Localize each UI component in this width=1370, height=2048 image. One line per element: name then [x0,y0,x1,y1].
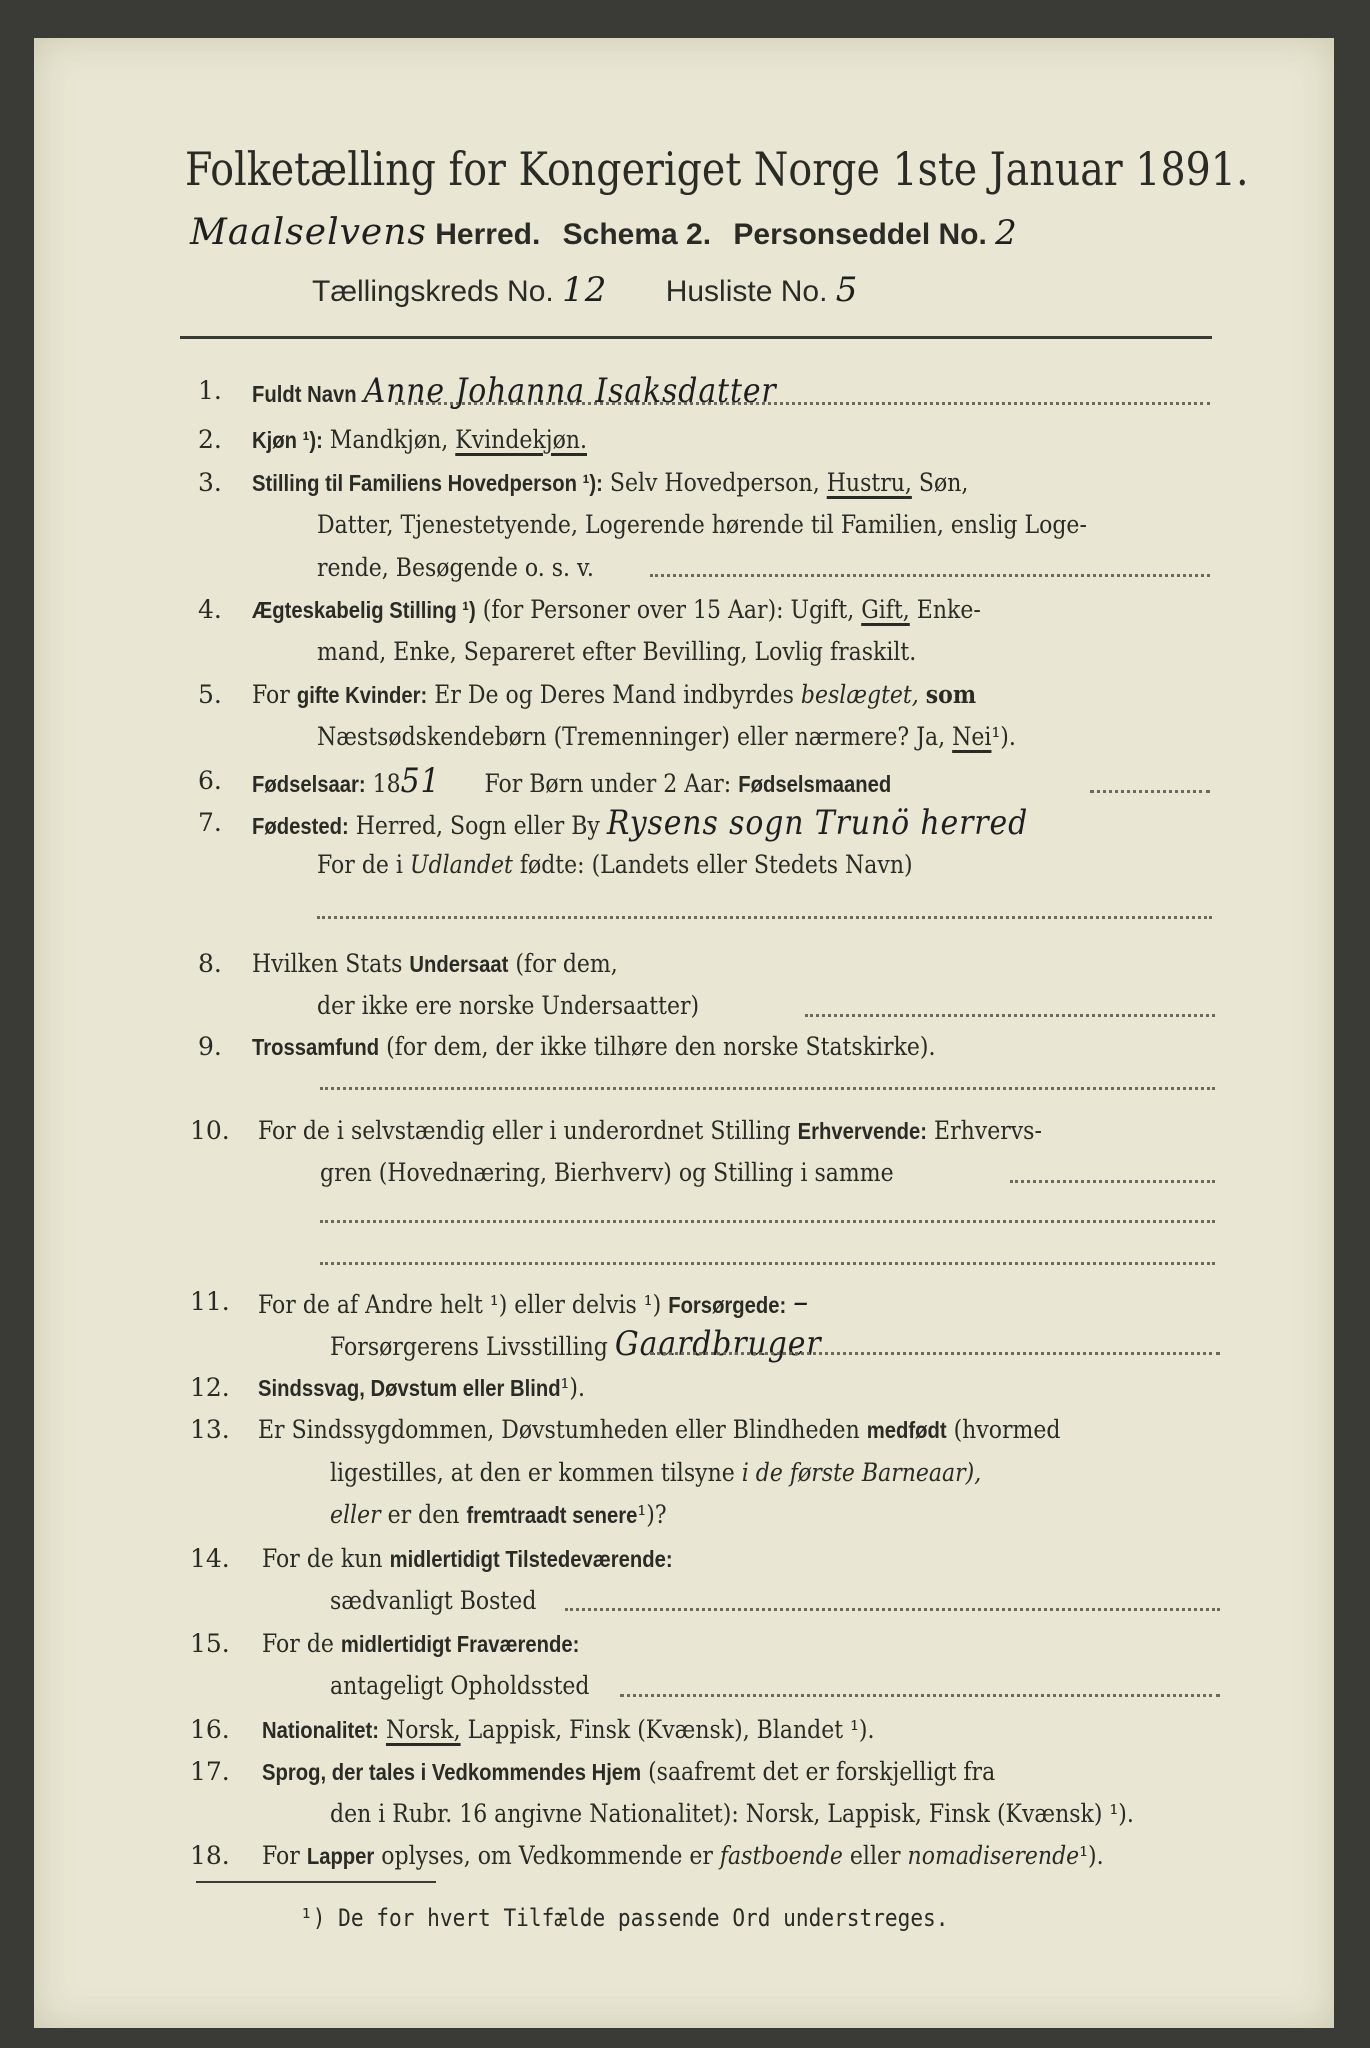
item-17-line2: den i Rubr. 16 angivne Nationalitet): Norsk, Lappisk, Finsk (Kvænsk) ¹). [330,1799,1134,1828]
item-3 [252,468,968,498]
text: ¹). [560,1373,585,1402]
dotted-line [320,1262,1215,1265]
text: Enke- [916,595,981,624]
item-17 [262,1757,995,1787]
husliste-label: Husliste No. [665,275,828,308]
dependent-value: – [793,1282,810,1322]
option-selected: Nei [952,722,992,751]
item-8-line2: der ikke ere norske Undersaatter) [317,991,700,1020]
text: ligestilles, at den er kommen tilsyne [330,1458,735,1487]
text: Herred, Sogn eller By [355,811,600,840]
text: fastboende [719,1841,843,1870]
schema-label: Schema 2. [562,218,712,251]
text: For Børn under 2 Aar: [484,769,732,798]
item-13-line3 [330,1500,667,1530]
dotted-line [565,1608,1220,1611]
item-14-line2: sædvanligt Bosted [330,1586,537,1615]
footnote-rule [196,1881,436,1883]
text: Er Sindssygdommen, Døvstumheden eller Blindheden [258,1415,860,1444]
item-7-line2 [317,850,913,880]
option-selected: Gift, [861,595,910,624]
personseddel-value: 2 [995,213,1018,253]
label: Sprog, der tales i Vedkommendes Hjem [262,1759,642,1785]
item-13-line2 [330,1458,981,1488]
label: Sindssvag, Døvstum eller Blind [258,1375,561,1401]
full-name-value: Anne Johanna Isaksdatter [363,371,777,411]
dotted-line [317,916,1212,919]
label: Fødselsaar: [252,771,366,797]
item-number: 16. [190,1715,230,1744]
option: Søn, [918,468,969,497]
text: Erhvervs- [934,1116,1042,1145]
dotted-line [1010,1180,1215,1183]
herred-line [190,212,1018,253]
option: Selv Hovedperson, [609,468,820,497]
label: fremtraadt senere [466,1502,638,1528]
birth-year-value: 51 [400,761,441,801]
dotted-line [1090,790,1210,793]
text: Næstsødskendebørn (Tremenninger) eller nærmere? Ja, [317,722,946,751]
label: Erhvervende: [797,1118,928,1144]
item-12 [258,1373,585,1403]
dotted-line [650,1352,1220,1355]
item-15 [262,1629,579,1659]
text: Udlandet [409,850,513,879]
label: Stilling til Familiens Hovedperson ¹): [252,470,603,496]
item-8 [252,949,618,979]
text: som [925,680,977,709]
label: Kjøn ¹): [252,427,323,453]
text: beslægtet, [800,680,919,709]
text: Lappisk, Finsk (Kvænsk), Blandet ¹). [467,1715,875,1744]
label: midlertidigt Fraværende: [340,1631,580,1657]
dotted-line [620,1694,1220,1697]
item-2 [252,425,587,455]
text: For [252,680,290,709]
text: 18 [372,769,401,798]
text: ¹). [991,722,1016,751]
kreds-line [312,270,858,310]
text: (for dem, der ikke tilhøre den norske Statskirke). [386,1032,936,1061]
text: i de første Barneaar), [741,1458,982,1487]
text: (for Personer over 15 Aar): Ugift, [482,595,855,624]
label: Forsørgede: [668,1292,787,1318]
item-11 [258,1282,810,1322]
item-number: 1. [198,376,222,405]
item-16 [262,1715,875,1745]
label: Nationalitet: [262,1717,379,1743]
text: For [262,1841,300,1870]
item-number: 14. [190,1544,230,1573]
item-15-line2: antageligt Opholdssted [330,1671,590,1700]
personseddel-label: Personseddel No. [733,218,987,251]
item-number: 8. [198,949,222,978]
option-selected: Hustru, [826,468,912,497]
item-10 [258,1116,1042,1146]
text: er den [387,1500,460,1529]
label: Undersaat [409,951,509,977]
item-3-line2: Datter, Tjenestetyende, Logerende hørende til Familien, enslig Loge- [317,510,1087,539]
kreds-value: 12 [562,270,608,310]
label: Fødested: [252,813,349,839]
item-number: 3. [198,468,222,497]
label: Ægteskabelig Stilling ¹) [252,597,476,623]
item-14 [262,1544,673,1574]
text: oplyses, om Vedkommende er [381,1841,713,1870]
text: Forsørgerens Livsstilling [330,1332,608,1361]
text: For de i [317,850,403,879]
item-number: 12. [190,1373,230,1402]
item-4-line2: mand, Enke, Separeret efter Bevilling, Lovlig fraskilt. [317,637,917,666]
text: eller [330,1500,381,1529]
item-7 [252,803,1029,843]
text: For de [262,1629,334,1658]
item-10-line2: gren (Hovednæring, Bierhverv) og Stilling i samme [320,1158,894,1187]
herred-label: Herred. [435,218,541,251]
text: ¹). [1079,1841,1104,1870]
item-number: 7. [198,808,222,837]
label: midlertidigt Tilstedeværende: [389,1546,673,1572]
item-5 [252,680,976,710]
text: For de af Andre helt ¹) eller delvis ¹) [258,1290,662,1319]
item-number: 11. [190,1287,230,1316]
item-13 [258,1415,1060,1445]
label: Fuldt Navn [252,381,357,407]
label: medfødt [866,1417,947,1443]
item-11-line2 [330,1324,822,1364]
text: eller [849,1841,901,1870]
item-18 [262,1841,1104,1871]
item-number: 9. [198,1032,222,1061]
option-selected: Norsk, [385,1715,461,1744]
item-5-line2 [317,722,1016,752]
option-selected: Kvindekjøn. [455,425,588,454]
husliste-value: 5 [835,270,859,310]
dotted-line [395,402,1210,405]
item-4 [252,595,981,625]
item-number: 4. [198,595,222,624]
text: nomadiserende [907,1841,1080,1870]
item-number: 6. [198,766,222,795]
item-number: 15. [190,1629,230,1658]
item-number: 17. [190,1757,230,1786]
text: For de kun [262,1544,383,1573]
text: (saafremt det er forskjelligt fra [648,1757,996,1786]
dotted-line [320,1087,1215,1090]
label: Lapper [306,1843,375,1869]
footnote: ¹) De for hvert Tilfælde passende Ord understreges. [300,1904,949,1932]
herred-value: Maalselvens [190,212,427,253]
item-number: 18. [190,1841,230,1870]
item-number: 13. [190,1415,230,1444]
dotted-line [320,1220,1215,1223]
text: Hvilken Stats [252,949,403,978]
header-rule [180,336,1212,339]
option: Mandkjøn, [329,425,449,454]
label: gifte Kvinder: [296,682,428,708]
item-number: 10. [190,1116,230,1145]
kreds-label: Tællingskreds No. [312,275,554,308]
label: Fødselsmaaned [738,771,892,797]
birthplace-value: Rysens sogn Trunö herred [606,803,1029,843]
text: fødte: (Landets eller Stedets Navn) [519,850,913,879]
dotted-line [650,574,1210,577]
text: Er De og Deres Mand indbyrdes [434,680,794,709]
item-6 [252,761,892,801]
text: (for dem, [515,949,618,978]
dotted-line [805,1014,1215,1017]
text: ¹)? [637,1500,667,1529]
item-number: 2. [198,425,222,454]
item-number: 5. [198,680,222,709]
form-title: Folketælling for Kongeriget Norge 1ste Januar 1891. [185,142,1249,196]
item-9 [252,1032,936,1062]
label: Trossamfund [252,1034,380,1060]
text: (hvormed [953,1415,1061,1444]
provider-occupation-value: Gaardbruger [614,1324,822,1364]
item-3-line3: rende, Besøgende o. s. v. [317,553,594,582]
text: For de i selvstændig eller i underordnet Stilling [258,1116,791,1145]
